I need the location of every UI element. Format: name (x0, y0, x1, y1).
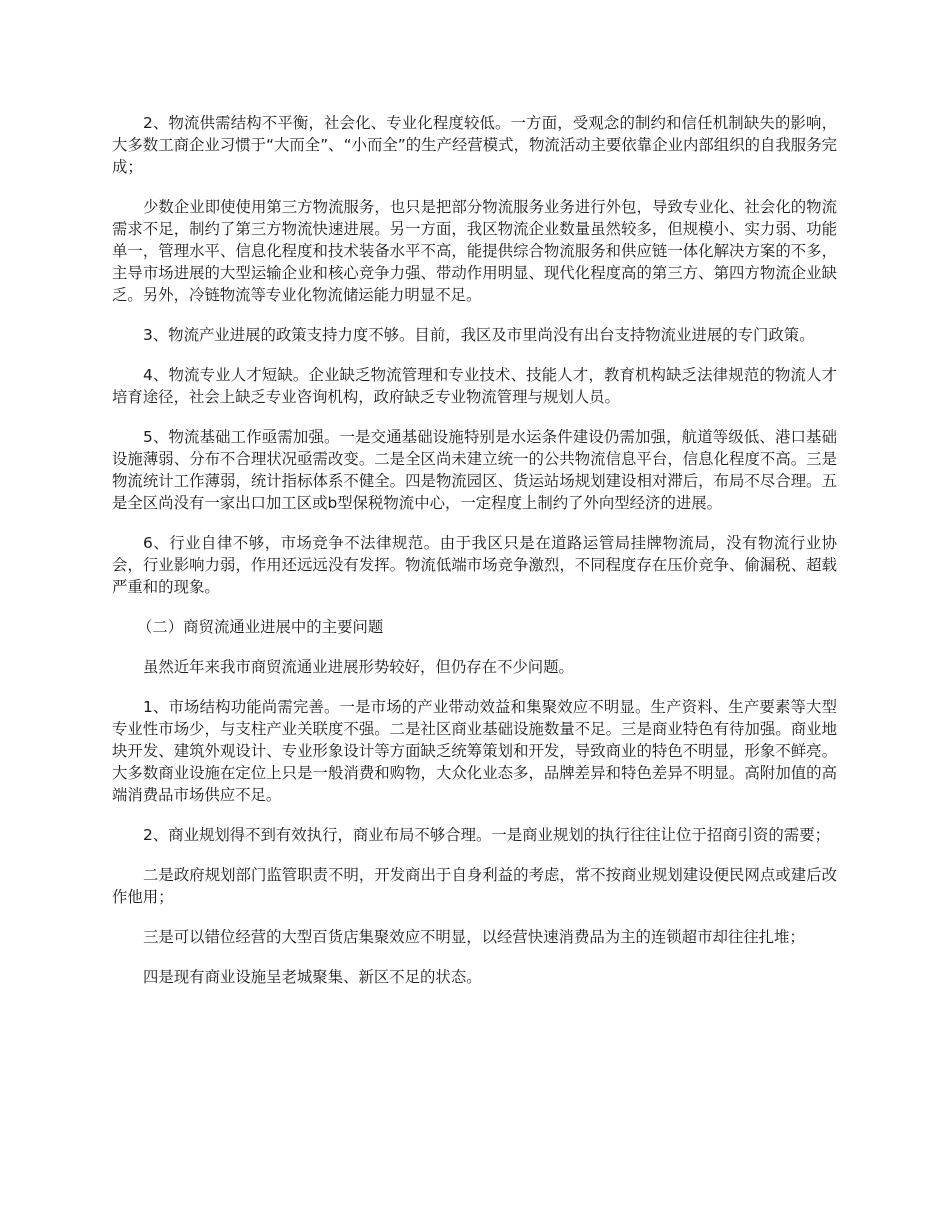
paragraph-policy-support: 3、物流产业进展的政策支持力度不够。目前，我区及市里尚没有出台支持物流业进展的专门政策。 (143, 326, 815, 344)
paragraph-planning-supervision: 二是政府规划部门监管职责不明，开发商出于自身利益的考虑，常不按商业规划建设便民网点或建后改作他用； (112, 866, 837, 906)
section-heading-commerce: （二）商贸流通业进展中的主要问题 (137, 618, 384, 636)
paragraph-industry-self-discipline: 6、行业自律不够，市场竞争不法律规范。由于我区只是在道路运管局挂牌物流局，没有物流行业协会，行业影响力弱，作用还远远没有发挥。物流低端市场竞争激烈，不同程度存在压价竞争、偷漏税、超载严重和的现象。 (112, 534, 837, 596)
paragraph-market-structure: 1、市场结构功能尚需完善。一是市场的产业带动效益和集聚效应不明显。生产资料、生产要素等大型专业性市场少，与支柱产业关联度不强。二是社区商业基础设施数量不足。三是商业特色有待加强。商业地块开发、建筑外观设计、专业形象设计等方面缺乏统筹策划和开发，导致商业的特色不明显，形象不鲜亮。大多数商业设施在定位上只是一般消费和购物，大众化业态多，品牌差异和特色差异不明显。高附加值的高端消费品市场供应不足。 (112, 698, 837, 804)
document-body (112, 112, 837, 1006)
paragraph-logistics-supply-demand: 2、物流供需结构不平衡，社会化、专业化程度较低。一方面，受观念的制约和信任机制缺失的影响，大多数工商企业习惯于“大而全”、“小而全”的生产经营模式，物流活动主要依靠企业内部组织的自我服务完成； (112, 114, 837, 176)
paragraph-talent-shortage: 4、物流专业人才短缺。企业缺乏物流管理和专业技术、技能人才，教育机构缺乏法律规范的物流人才培育途径，社会上缺乏专业咨询机构，政府缺乏专业物流管理与规划人员。 (112, 366, 837, 406)
paragraph-third-party-logistics: 少数企业即使使用第三方物流服务，也只是把部分物流服务业务进行外包，导致专业化、社会化的物流需求不足，制约了第三方物流快速进展。另一方面，我区物流企业数量虽然较多，但规模小、实力弱、功能单一，管理水平、信息化程度和技术装备水平不高，能提供综合物流服务和供应链一体化解决方案的不多，主导市场进展的大型运输企业和核心竞争力强、带动作用明显、现代化程度高的第三方、第四方物流企业缺乏。另外，冷链物流等专业化物流储运能力明显不足。 (112, 198, 837, 304)
paragraph-infrastructure: 5、物流基础工作亟需加强。一是交通基础设施特别是水运条件建设仍需加强，航道等级低、港口基础设施薄弱、分布不合理状况亟需改变。二是全区尚未建立统一的公共物流信息平台，信息化程度不高。三是物流统计工作薄弱，统计指标体系不健全。四是物流园区、货运站场规划建设相对滞后，布局不尽合理。五是全区尚没有一家出口加工区或b型保税物流中心，一定程度上制约了外向型经济的进展。 (112, 428, 837, 512)
paragraph-commerce-intro: 虽然近年来我市商贸流通业进展形势较好，但仍存在不少问题。 (143, 658, 574, 676)
paragraph-department-store: 三是可以错位经营的大型百货店集聚效应不明显，以经营快速消费品为主的连锁超市却往往扎堆； (143, 928, 805, 946)
paragraph-planning-execution: 2、商业规划得不到有效执行，商业布局不够合理。一是商业规划的执行往往让位于招商引资的需要； (143, 826, 830, 844)
paragraph-commercial-distribution: 四是现有商业设施呈老城聚集、新区不足的状态。 (143, 968, 482, 986)
